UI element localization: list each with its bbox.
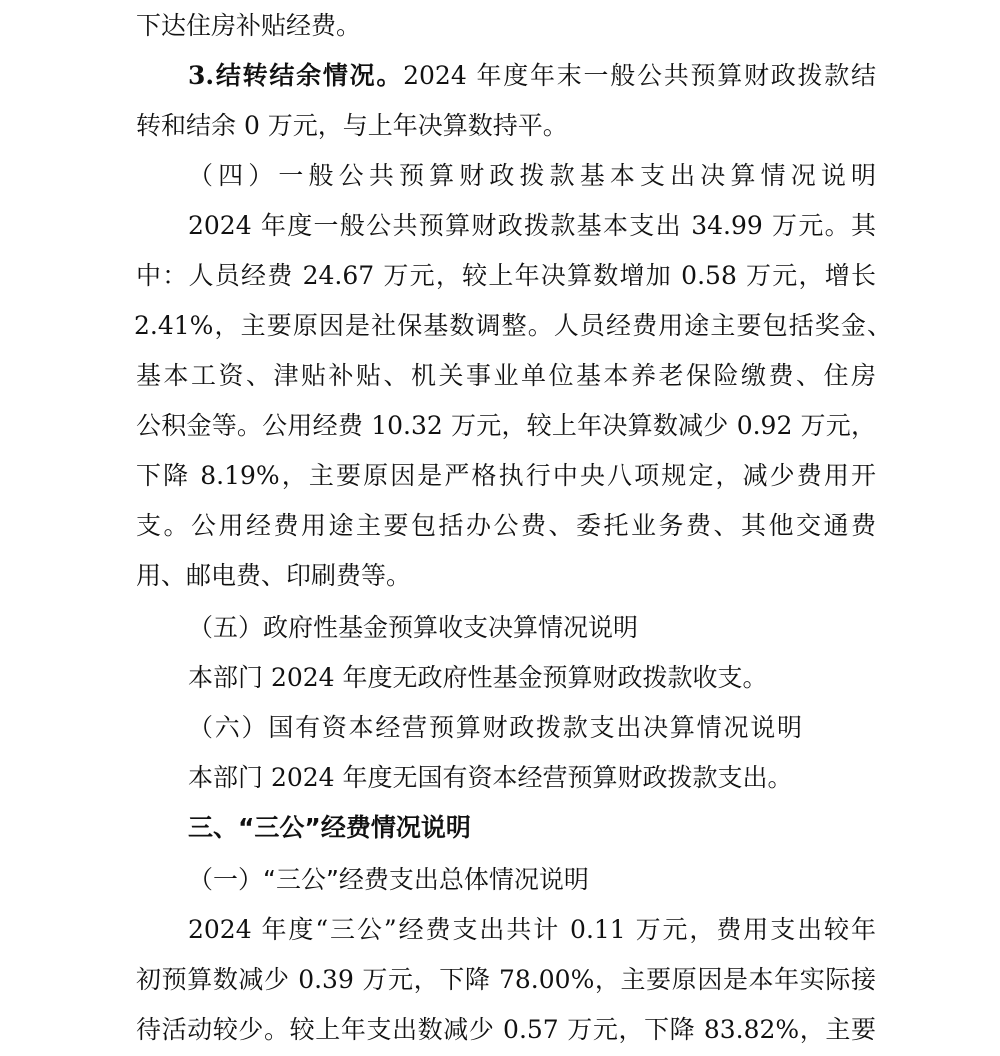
section-heading (188, 712, 802, 744)
text-span: 中：人员经费 24.67 万元，较上年决算数增加 0.58 万元，增长 (136, 261, 876, 290)
paragraph-line (134, 310, 892, 342)
text-span: 2.41%，主要原因是社保基数调整。人员经费用途主要包括奖金、 (134, 311, 892, 340)
section-heading (188, 160, 876, 192)
paragraph-line (188, 210, 876, 242)
text-span: 转和结余 0 万元，与上年决算数持平。 (136, 111, 568, 140)
paragraph-line (136, 260, 876, 292)
text-span: 2024 年度一般公共预算财政拨款基本支出 34.99 万元。其 (188, 211, 876, 240)
section-heading (188, 612, 876, 644)
section-heading-text: （五）政府性基金预算收支决算情况说明 (188, 613, 639, 642)
paragraph-line (188, 60, 876, 92)
text-span: 2024 年度“三公”经费支出共计 0.11 万元，费用支出较年 (188, 915, 876, 944)
paragraph-line (136, 560, 876, 592)
paragraph-line (136, 410, 876, 442)
text-span: 支。公用经费用途主要包括办公费、委托业务费、其他交通费 (136, 511, 876, 540)
chapter-heading-text: 三、“三公”经费情况说明 (188, 813, 471, 842)
paragraph-line (136, 1014, 876, 1046)
paragraph-line (136, 10, 876, 42)
text-span: 初预算数减少 0.39 万元，下降 78.00%，主要原因是本年实际接 (136, 965, 876, 994)
text-span: 待活动较少。较上年支出数减少 0.57 万元，下降 83.82%，主要 (136, 1015, 876, 1044)
section-heading-text: （四）一般公共预算财政拨款基本支出决算情况说明 (188, 161, 876, 190)
paragraph-line (136, 360, 876, 392)
paragraph-line (188, 762, 876, 794)
section-heading-text: （六）国有资本经营预算财政拨款支出决算情况说明 (188, 713, 802, 742)
text-span: 本部门 2024 年度无国有资本经营预算财政拨款支出。 (188, 763, 793, 792)
text-span: 本部门 2024 年度无政府性基金预算财政拨款收支。 (188, 663, 768, 692)
chapter-heading (188, 812, 876, 844)
section-heading (188, 864, 876, 896)
text-span: 下达住房补贴经费。 (136, 11, 362, 40)
text-span: 基本工资、津贴补贴、机关事业单位基本养老保险缴费、住房 (136, 361, 876, 390)
paragraph-line (136, 964, 876, 996)
paragraph-line (188, 662, 876, 694)
text-span: 用、邮电费、印刷费等。 (136, 561, 412, 590)
paragraph-line (136, 110, 876, 142)
subheading-bold: 3.结转结余情况。 (188, 61, 404, 90)
text-span: 公积金等。公用经费 10.32 万元，较上年决算数减少 0.92 万元， (136, 411, 876, 440)
paragraph-line (136, 460, 876, 492)
paragraph-line (188, 914, 876, 946)
section-heading-text: （一）“三公”经费支出总体情况说明 (188, 865, 589, 894)
paragraph-line (136, 510, 876, 542)
text-span: 2024 年度年末一般公共预算财政拨款结 (403, 61, 876, 90)
text-span: 下降 8.19%，主要原因是严格执行中央八项规定，减少费用开 (136, 461, 876, 490)
